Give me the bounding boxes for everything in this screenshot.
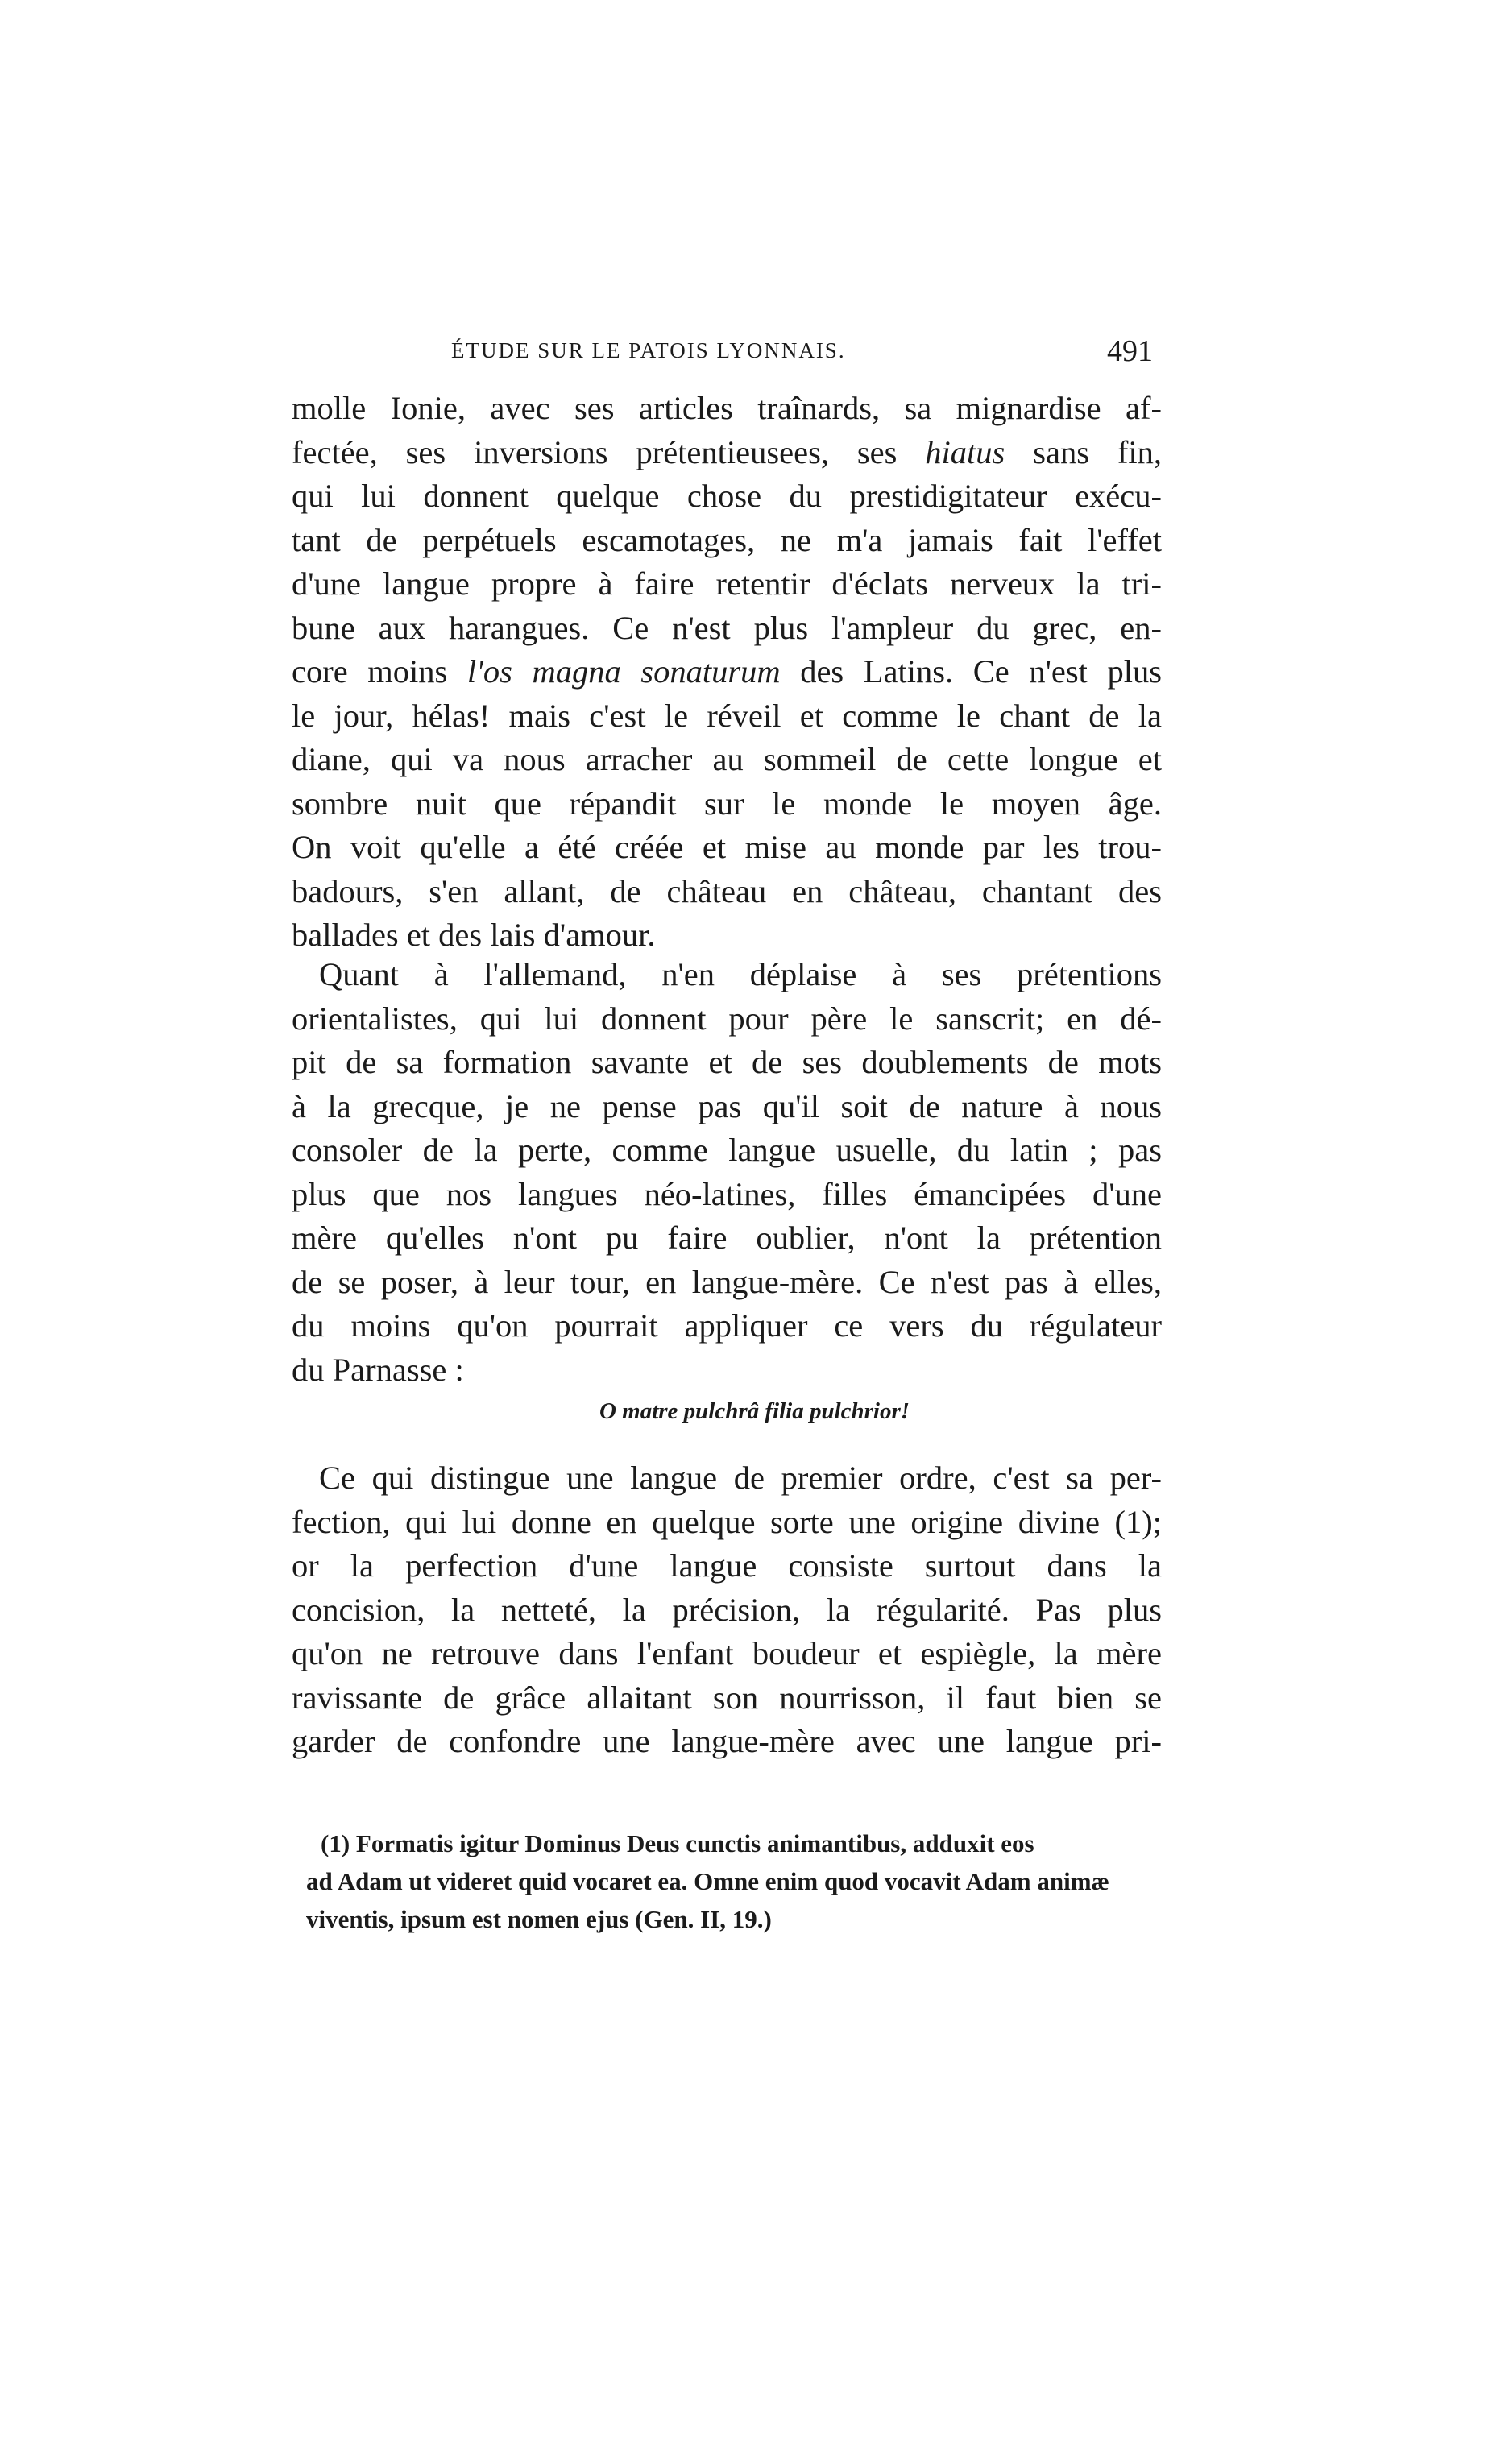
text-line: diane, qui va nous arracher au sommeil de cette longue et (292, 741, 1162, 777)
text-span: sans fin, (1033, 433, 1162, 470)
text-line: ballades et des lais d'amour. (292, 917, 656, 953)
text-line: qui lui donnent quelque chose du prestidigitateur exécu- (292, 478, 1162, 514)
paragraph-1 (292, 387, 1162, 958)
footnote-line: (1) Formatis igitur Dominus Deus cunctis animantibus, adduxit eos (321, 1829, 1034, 1857)
footnote-line: ad Adam ut videret quid vocaret ea. Omne enim quod vocavit Adam animæ (306, 1867, 1109, 1895)
paragraph-2 (292, 953, 1162, 1392)
text-line: qu'on ne retrouve dans l'enfant boudeur et espiègle, la mère (292, 1635, 1162, 1671)
text-line (292, 431, 1162, 475)
footnote-line: viventis, ipsum est nomen ejus (Gen. II, 19.) (306, 1905, 772, 1933)
text-line: consoler de la perte, comme langue usuelle, du latin ; pas (292, 1132, 1162, 1168)
text-line: sombre nuit que répandit sur le monde le moyen âge. (292, 785, 1162, 822)
running-head: ÉTUDE SUR LE PATOIS LYONNAIS. (451, 338, 846, 362)
text-line: On voit qu'elle a été créée et mise au monde par les trou- (292, 829, 1162, 865)
footnote (306, 1824, 1176, 1938)
text-line (292, 650, 1162, 694)
text-line: badours, s'en allant, de château en château, chantant des (292, 872, 1162, 909)
text-span: des Latins. Ce n'est plus (800, 653, 1162, 690)
text-line: garder de confondre une langue-mère avec une langue pri- (292, 1723, 1162, 1759)
text-line: d'une langue propre à faire retentir d'éclats nerveux la tri- (292, 565, 1162, 602)
text-line: de se poser, à leur tour, en langue-mère. Ce n'est pas à elles, (292, 1263, 1162, 1300)
text-line: molle Ionie, avec ses articles traînards, sa mignardise af- (292, 390, 1162, 426)
text-span: core moins (292, 653, 448, 690)
text-line: le jour, hélas! mais c'est le réveil et comme le chant de la (292, 697, 1162, 734)
text-line: pit de sa formation savante et de ses doublements de mots (292, 1044, 1162, 1080)
italic-term: l'os magna sonaturum (466, 653, 781, 690)
text-line: bune aux harangues. Ce n'est plus l'ampleur du grec, en- (292, 609, 1162, 646)
text-line: Quant à l'allemand, n'en déplaise à ses prétentions (319, 956, 1162, 992)
italic-term: hiatus (925, 433, 1005, 470)
text-line: orientalistes, qui lui donnent pour père le sanscrit; en dé- (292, 1000, 1162, 1037)
text-line: plus que nos langues néo-latines, filles émancipées d'une (292, 1175, 1162, 1212)
page-number: 491 (1107, 334, 1153, 368)
text-line: à la grecque, je ne pense pas qu'il soit de nature à nous (292, 1087, 1162, 1124)
text-span: fectée, ses inversions prétentieusees, ses (292, 433, 898, 470)
text-line: Ce qui distingue une langue de premier ordre, c'est sa per- (319, 1460, 1162, 1496)
text-line: or la perfection d'une langue consiste surtout dans la (292, 1547, 1162, 1584)
paragraph-3 (292, 1456, 1162, 1764)
latin-verse: O matre pulchrâ filia pulchrior! (599, 1398, 910, 1424)
text-line: du Parnasse : (292, 1351, 464, 1388)
text-line: fection, qui lui donne en quelque sorte une origine divine (1); (292, 1503, 1162, 1540)
text-line: mère qu'elles n'ont pu faire oublier, n'ont la prétention (292, 1220, 1162, 1256)
text-line: concision, la netteté, la précision, la régularité. Pas plus (292, 1591, 1162, 1628)
text-line: ravissante de grâce allaitant son nourrisson, il faut bien se (292, 1679, 1162, 1716)
text-line: du moins qu'on pourrait appliquer ce vers du régulateur (292, 1307, 1162, 1344)
text-line: tant de perpétuels escamotages, ne m'a jamais fait l'effet (292, 521, 1162, 558)
